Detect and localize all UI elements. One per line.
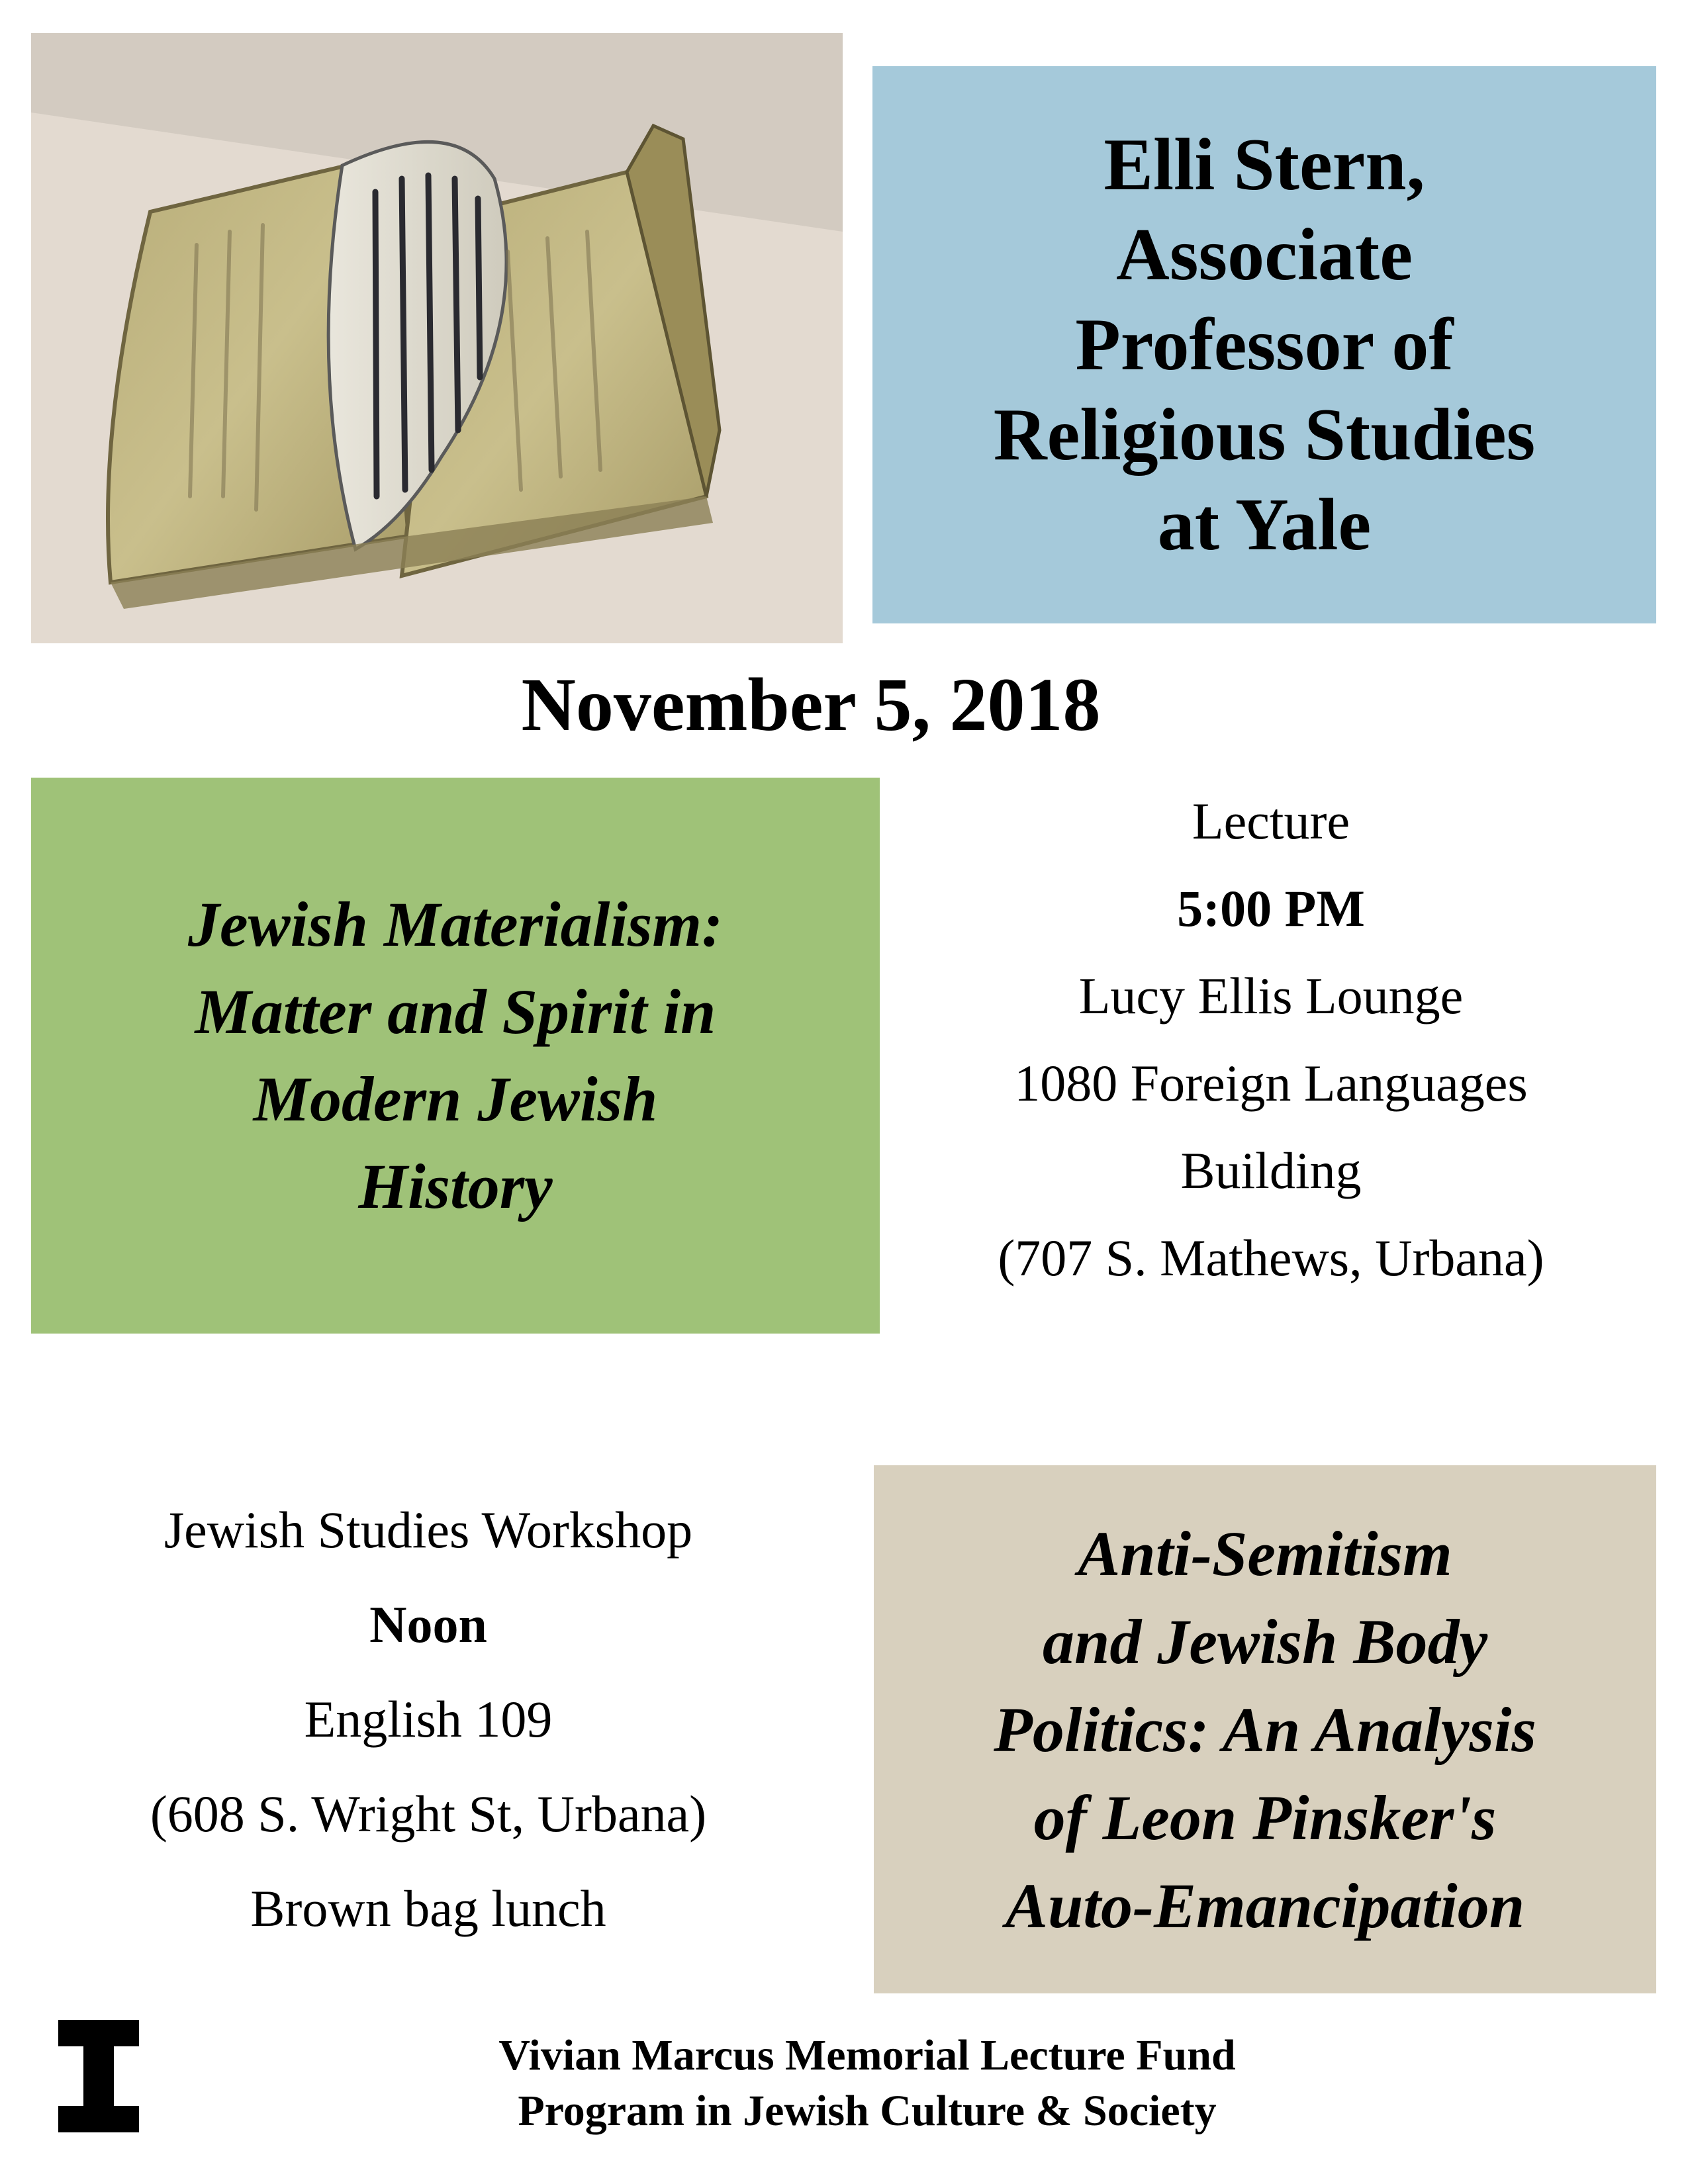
speaker-name: Elli Stern, [1103, 124, 1425, 206]
footer [0, 2028, 1688, 2139]
lecture-title-line: History [358, 1151, 553, 1222]
lecture-location: Lucy Ellis Lounge [1078, 967, 1464, 1024]
workshop-title-line: Auto-Emancipation [1005, 1870, 1525, 1941]
workshop-title-line: Anti-Semitism [1078, 1518, 1452, 1589]
lecture-type: Lecture [1192, 792, 1350, 850]
lecture-title-line: Modern Jewish [253, 1064, 658, 1134]
lecture-building: Building [1180, 1142, 1362, 1199]
workshop-time: Noon [369, 1596, 487, 1653]
lecture-details [880, 778, 1662, 1302]
workshop-title [994, 1510, 1536, 1950]
speaker-box [872, 66, 1656, 623]
speaker-title-line: Associate [1116, 214, 1413, 296]
event-date: November 5, 2018 [521, 662, 1101, 747]
workshop-title-line: Politics: An Analysis [994, 1694, 1536, 1765]
footer-program: Program in Jewish Culture & Society [518, 2087, 1217, 2135]
lecture-title-box [31, 778, 880, 1334]
lecture-building: 1080 Foreign Languages [1014, 1054, 1528, 1112]
workshop-note: Brown bag lunch [250, 1880, 606, 1937]
workshop-title-line: of Leon Pinsker's [1033, 1782, 1497, 1853]
speaker-title-line: at Yale [1157, 484, 1372, 566]
lecture-title-line: Matter and Spirit in [195, 976, 716, 1047]
workshop-address: (608 S. Wright St, Urbana) [150, 1785, 707, 1843]
workshop-details [31, 1482, 825, 1956]
workshop-title-box [874, 1465, 1656, 1993]
lecture-title-line: Jewish Materialism: [187, 889, 724, 960]
book-illustration [31, 33, 843, 643]
speaker-title-line: Professor of [1075, 304, 1454, 386]
lecture-title [188, 881, 723, 1230]
lecture-address: (707 S. Mathews, Urbana) [998, 1229, 1544, 1287]
footer-fund: Vivian Marcus Memorial Lecture Fund [498, 2031, 1236, 2079]
workshop-type: Jewish Studies Workshop [164, 1501, 693, 1559]
speaker-title-line: Religious Studies [993, 394, 1536, 476]
book-photo [31, 33, 843, 643]
workshop-location: English 109 [304, 1690, 553, 1748]
lecture-time: 5:00 PM [1177, 880, 1365, 937]
workshop-title-line: and Jewish Body [1042, 1606, 1488, 1677]
speaker-credentials [994, 120, 1535, 570]
